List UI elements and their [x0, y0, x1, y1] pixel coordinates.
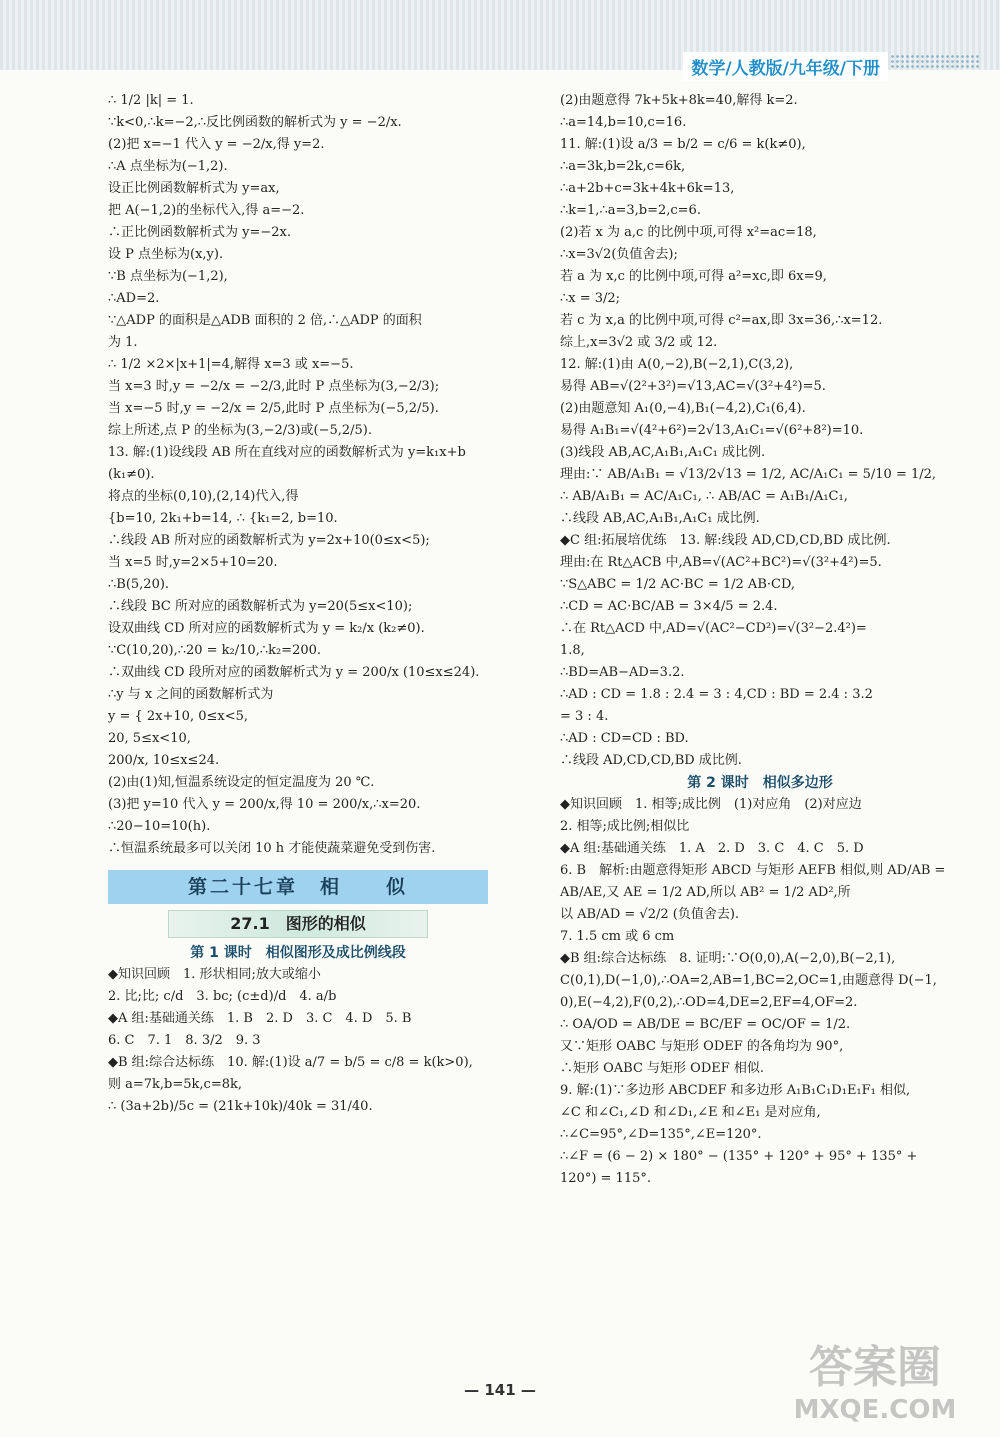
- text-line: ∴在 Rt△ACD 中,AD=√(AC²−CD²)=√(3²−2.4²)=: [560, 621, 867, 636]
- text-line: 综上所述,点 P 的坐标为(3,−2/3)或(−5,2/5).: [108, 423, 372, 438]
- text-line: 则 a=7k,b=5k,c=8k,: [108, 1077, 243, 1092]
- text-line: (2)若 x 为 a,c 的比例中项,可得 x²=ac=18,: [560, 225, 817, 240]
- text-line: ∴BD=AB−AD=3.2.: [560, 665, 685, 680]
- text-line: AB/AE,又 AE = 1/2 AD,所以 AB² = 1/2 AD²,所: [560, 885, 851, 900]
- text-line: 综上,x=3√2 或 3/2 或 12.: [560, 335, 718, 350]
- text-line: 2. 比;比; c/d 3. bc; (c±d)/d 4. a/b: [108, 989, 337, 1004]
- right-answers-text: [560, 794, 960, 1190]
- text-line: = 3 : 4.: [560, 709, 609, 724]
- text-line: 12. 解:(1)由 A(0,−2),B(−2,1),C(3,2),: [560, 357, 794, 372]
- text-line: ∴a+2b+c=3k+4k+6k=13,: [560, 181, 735, 196]
- text-line: ∴恒温系统最多可以关闭 10 h 才能使蔬菜避免受到伤害.: [108, 841, 436, 856]
- text-line: ∴AD : CD = 1.8 : 2.4 = 3 : 4,CD : BD = 2.4 : 3.2: [560, 687, 873, 702]
- text-line: ∴ OA/OD = AB/DE = BC/EF = OC/OF = 1/2.: [560, 1017, 851, 1032]
- text-line: 当 x=5 时,y=2×5+10=20.: [108, 555, 278, 570]
- chapter-title: 第二十七章 相 似: [108, 870, 488, 904]
- page-number: — 141 —: [464, 1381, 536, 1399]
- text-line: ∴ (3a+2b)/5c = (21k+10k)/40k = 31/40.: [108, 1099, 373, 1114]
- text-line: ◆B 组:综合达标练 10. 解:(1)设 a/7 = b/5 = c/8 = k(k>0),: [108, 1055, 473, 1070]
- text-line: ∴A 点坐标为(−1,2).: [108, 159, 228, 174]
- watermark-sub: MXQE.COM: [793, 1395, 957, 1425]
- text-line: ∴∠F = (6 − 2) × 180° − (135° + 120° + 95° + 135° +: [560, 1149, 918, 1164]
- text-line: 当 x=−5 时,y = −2/x = 2/5,此时 P 点坐标为(−5,2/5).: [108, 401, 439, 416]
- text-line: y = { 2x+10, 0≤x<5,: [108, 709, 248, 724]
- text-line: ∵k<0,∴k=−2,∴反比例函数的解析式为 y = −2/x.: [108, 115, 402, 130]
- right-column: [560, 90, 960, 1190]
- text-line: 当 x=3 时,y = −2/x = −2/3,此时 P 点坐标为(3,−2/3);: [108, 379, 440, 394]
- text-line: ∴线段 AB 所对应的函数解析式为 y=2x+10(0≤x<5);: [108, 533, 430, 548]
- text-line: 2. 相等;成比例;相似比: [560, 819, 690, 834]
- text-line: (2)由(1)知,恒温系统设定的恒定温度为 20 ℃.: [108, 775, 375, 790]
- left-column: [108, 90, 488, 1118]
- text-line: ◆A 组:基础通关练 1. A 2. D 3. C 4. C 5. D: [560, 841, 864, 856]
- text-line: ∴线段 BC 所对应的函数解析式为 y=20(5≤x<10);: [108, 599, 413, 614]
- header-title: 数学/人教版/九年级/下册: [683, 52, 888, 81]
- text-line: 易得 A₁B₁=√(4²+6²)=2√13,A₁C₁=√(6²+8²)=10.: [560, 423, 864, 438]
- text-line: ∴线段 AD,CD,CD,BD 成比例.: [560, 753, 742, 768]
- section-title: 27.1 图形的相似: [168, 910, 428, 938]
- text-line: 13. 解:(1)设线段 AB 所在直线对应的函数解析式为 y=k₁x+b: [108, 445, 466, 460]
- text-line: ∴CD = AC·BC/AB = 3×4/5 = 2.4.: [560, 599, 778, 614]
- watermark-logo: [770, 1330, 980, 1425]
- text-line: 6. B 解析:由题意得矩形 ABCD 与矩形 AEFB 相似,则 AD/AB =: [560, 863, 946, 878]
- text-line: 设 P 点坐标为(x,y).: [108, 247, 224, 262]
- text-line: ∴AD : CD=CD : BD.: [560, 731, 689, 746]
- text-line: 若 a 为 x,c 的比例中项,可得 a²=xc,即 6x=9,: [560, 269, 827, 284]
- left-solution-text: [108, 90, 488, 860]
- text-line: (k₁≠0).: [108, 467, 155, 482]
- text-line: ∵S△ABC = 1/2 AC·BC = 1/2 AB·CD,: [560, 577, 796, 592]
- text-line: ◆B 组:综合达标练 8. 证明:∵O(0,0),A(−2,0),B(−2,1),: [560, 951, 896, 966]
- text-line: 1.8,: [560, 643, 585, 658]
- text-line: ∵C(10,20),∴20 = k₂/10,∴k₂=200.: [108, 643, 322, 658]
- text-line: ∴B(5,20).: [108, 577, 170, 592]
- text-line: ∴y 与 x 之间的函数解析式为: [108, 687, 274, 702]
- text-line: (2)把 x=−1 代入 y = −2/x,得 y=2.: [108, 137, 325, 152]
- text-line: 9. 解:(1)∵多边形 ABCDEF 和多边形 A₁B₁C₁D₁E₁F₁ 相似,: [560, 1083, 911, 1098]
- text-line: 7. 1.5 cm 或 6 cm: [560, 929, 675, 944]
- text-line: ∵B 点坐标为(−1,2),: [108, 269, 228, 284]
- text-line: ∴矩形 OABC 与矩形 ODEF 相似.: [560, 1061, 765, 1076]
- text-line: ∴ AB/A₁B₁ = AC/A₁C₁, ∴ AB/AC = A₁B₁/A₁C₁,: [560, 489, 848, 504]
- text-line: 设正比例函数解析式为 y=ax,: [108, 181, 280, 196]
- header-dots-decoration: [890, 54, 980, 70]
- text-line: ◆A 组:基础通关练 1. B 2. D 3. C 4. D 5. B: [108, 1011, 412, 1026]
- text-line: 20, 5≤x<10,: [108, 731, 191, 746]
- text-line: ∴ 1/2 |k| = 1.: [108, 93, 194, 108]
- text-line: ∴线段 AB,AC,A₁B₁,A₁C₁ 成比例.: [560, 511, 760, 526]
- text-line: ∴x=3√2(负值舍去);: [560, 247, 678, 262]
- text-line: (2)由题意知 A₁(0,−4),B₁(−4,2),C₁(6,4).: [560, 401, 806, 416]
- text-line: ∴x = 3/2;: [560, 291, 621, 306]
- text-line: 6. C 7. 1 8. 3/2 9. 3: [108, 1033, 261, 1048]
- text-line: 理由:在 Rt△ACB 中,AB=√(AC²+BC²)=√(3²+4²)=5.: [560, 555, 882, 570]
- lesson-title-2: 第 2 课时 相似多边形: [687, 775, 833, 791]
- text-line: ∠C 和∠C₁,∠D 和∠D₁,∠E 和∠E₁ 是对应角,: [560, 1105, 821, 1120]
- text-line: 200/x, 10≤x≤24.: [108, 753, 220, 768]
- text-line: ∵△ADP 的面积是△ADB 面积的 2 倍,∴△ADP 的面积: [108, 313, 422, 328]
- text-line: 120°) = 115°.: [560, 1171, 651, 1186]
- text-line: ∴ 1/2 ×2×|x+1|=4,解得 x=3 或 x=−5.: [108, 357, 354, 372]
- lesson-title: 第 1 课时 相似图形及成比例线段: [190, 945, 406, 961]
- text-line: ∴双曲线 CD 段所对应的函数解析式为 y = 200/x (10≤x≤24).: [108, 665, 480, 680]
- text-line: ∴20−10=10(h).: [108, 819, 211, 834]
- text-line: ∴a=3k,b=2k,c=6k,: [560, 159, 686, 174]
- text-line: 11. 解:(1)设 a/3 = b/2 = c/6 = k(k≠0),: [560, 137, 806, 152]
- text-line: C(0,1),D(−1,0),∴OA=2,AB=1,BC=2,OC=1,由题意得 D(−1,: [560, 973, 937, 988]
- text-line: ∴∠C=95°,∠D=135°,∠E=120°.: [560, 1127, 762, 1142]
- text-line: 0),E(−4,2),F(0,2),∴OD=4,DE=2,EF=4,OF=2.: [560, 995, 858, 1010]
- text-line: ∴正比例函数解析式为 y=−2x.: [108, 225, 291, 240]
- text-line: 把 A(−1,2)的坐标代入,得 a=−2.: [108, 203, 305, 218]
- text-line: ◆C 组:拓展培优练 13. 解:线段 AD,CD,CD,BD 成比例.: [560, 533, 891, 548]
- watermark-title: 答案圈: [809, 1342, 941, 1393]
- text-line: ∴a=14,b=10,c=16.: [560, 115, 687, 130]
- text-line: ∴AD=2.: [108, 291, 160, 306]
- text-line: (3)线段 AB,AC,A₁B₁,A₁C₁ 成比例.: [560, 445, 766, 460]
- text-line: 以 AB/AD = √2/2 (负值舍去).: [560, 907, 740, 922]
- text-line: 设双曲线 CD 所对应的函数解析式为 y = k₂/x (k₂≠0).: [108, 621, 425, 636]
- text-line: 理由:∵ AB/A₁B₁ = √13/2√13 = 1/2, AC/A₁C₁ = 5/10 = 1/2,: [560, 467, 937, 482]
- text-line: (3)把 y=10 代入 y = 200/x,得 10 = 200/x,∴x=20.: [108, 797, 421, 812]
- text-line: 若 c 为 x,a 的比例中项,可得 c²=ax,即 3x=36,∴x=12.: [560, 313, 883, 328]
- left-answers-text: [108, 964, 488, 1118]
- text-line: 将点的坐标(0,10),(2,14)代入,得: [108, 489, 299, 504]
- right-solution-text: [560, 90, 960, 772]
- text-line: ◆知识回顾 1. 形状相同;放大或缩小: [108, 967, 321, 982]
- text-line: ∴k=1,∴a=3,b=2,c=6.: [560, 203, 701, 218]
- text-line: 为 1.: [108, 335, 138, 350]
- text-line: {b=10, 2k₁+b=14, ∴ {k₁=2, b=10.: [108, 511, 338, 526]
- text-line: ◆知识回顾 1. 相等;成比例 (1)对应角 (2)对应边: [560, 797, 862, 812]
- text-line: (2)由题意得 7k+5k+8k=40,解得 k=2.: [560, 93, 798, 108]
- text-line: 又∵矩形 OABC 与矩形 ODEF 的各角均为 90°,: [560, 1039, 844, 1054]
- text-line: 易得 AB=√(2²+3²)=√13,AC=√(3²+4²)=5.: [560, 379, 826, 394]
